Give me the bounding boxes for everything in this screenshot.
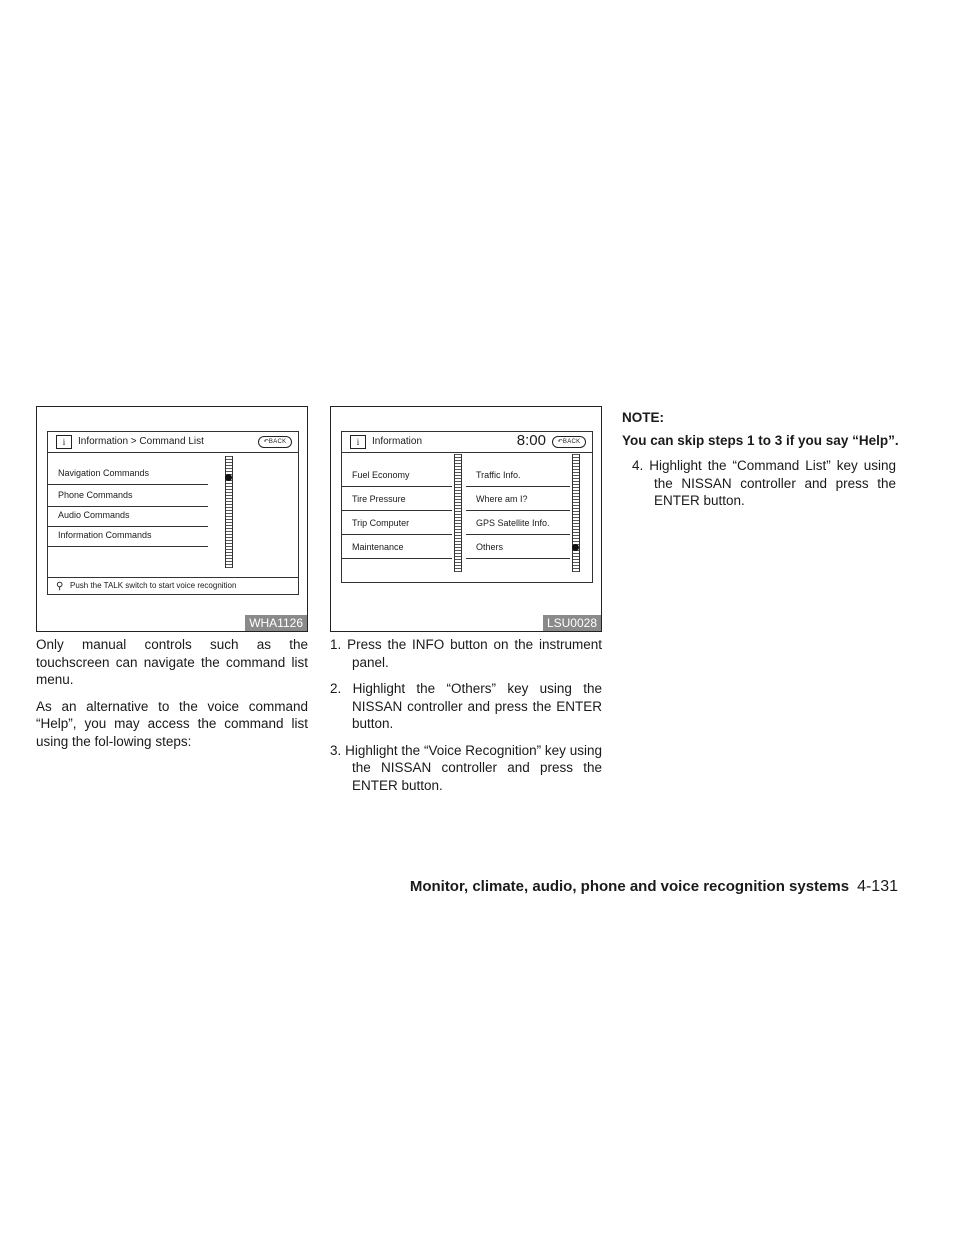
figure-information-menu (330, 406, 602, 632)
column-1-text (36, 636, 308, 759)
info-icon: i (56, 435, 72, 449)
menu-item-where-am-i[interactable]: Where am I? (466, 488, 570, 511)
note-label: NOTE: (622, 410, 664, 425)
page-footer (410, 878, 898, 896)
command-list-screen (47, 431, 299, 595)
back-button[interactable]: ↶BACK (552, 436, 586, 448)
screen-header (342, 432, 592, 453)
menu-item-trip-computer[interactable]: Trip Computer (342, 512, 452, 535)
status-text: Push the TALK switch to start voice recognition (70, 581, 237, 590)
screen-title: Information (372, 436, 423, 447)
steps-list (330, 636, 602, 803)
clock: 8:00 (516, 432, 546, 449)
list-item[interactable]: Navigation Commands (48, 462, 208, 485)
back-button[interactable]: ↶BACK (258, 436, 292, 448)
step-1: 1. Press the INFO button on the instrument panel. (330, 637, 602, 670)
status-bar (48, 577, 298, 594)
list-item[interactable]: Information Commands (48, 524, 208, 547)
step-4-block (632, 457, 896, 519)
list-item[interactable]: Audio Commands (48, 504, 208, 527)
screen-header (48, 432, 298, 453)
figure-command-list (36, 406, 308, 632)
scroll-knob[interactable] (572, 544, 579, 551)
step-3: 3. Highlight the “Voice Recognition” key using the NISSAN controller and press the ENTER button. (330, 742, 602, 793)
page-number: 4-131 (857, 878, 898, 895)
paragraph: Only manual controls such as the touchscreen can navigate the command list menu. (36, 637, 308, 687)
scroll-bar[interactable] (225, 456, 233, 568)
right-scroll-bar[interactable] (572, 454, 580, 572)
note-text: You can skip steps 1 to 3 if you say “Help”. (622, 433, 899, 448)
menu-item-tire-pressure[interactable]: Tire Pressure (342, 488, 452, 511)
section-title: Monitor, climate, audio, phone and voice recognition systems (409, 878, 850, 895)
voice-recognition-icon: ⚲ (56, 581, 64, 592)
menu-item-traffic-info[interactable]: Traffic Info. (466, 464, 570, 487)
menu-item-others[interactable]: Others (466, 536, 570, 559)
scroll-knob[interactable] (225, 474, 232, 481)
menu-item-gps-satellite-info[interactable]: GPS Satellite Info. (466, 512, 570, 535)
step-4: 4. Highlight the “Command List” key using the NISSAN controller and press the ENTER button. (632, 458, 896, 508)
list-divider (48, 546, 208, 547)
info-icon: i (350, 435, 366, 449)
menu-item-maintenance[interactable]: Maintenance (342, 536, 452, 559)
menu-item-fuel-economy[interactable]: Fuel Economy (342, 464, 452, 487)
figure-code: LSU0028 (543, 615, 601, 631)
left-scroll-bar[interactable] (454, 454, 462, 572)
list-item[interactable]: Phone Commands (48, 484, 208, 507)
screen-title: Information > Command List (78, 436, 204, 447)
step-2: 2. Highlight the “Others” key using the NISSAN controller and press the ENTER button. (330, 681, 602, 731)
paragraph: As an alternative to the voice command “Help”, you may access the command list using the fol-lowing steps: (36, 698, 308, 749)
figure-code: WHA1126 (245, 615, 307, 631)
information-screen (341, 431, 593, 583)
